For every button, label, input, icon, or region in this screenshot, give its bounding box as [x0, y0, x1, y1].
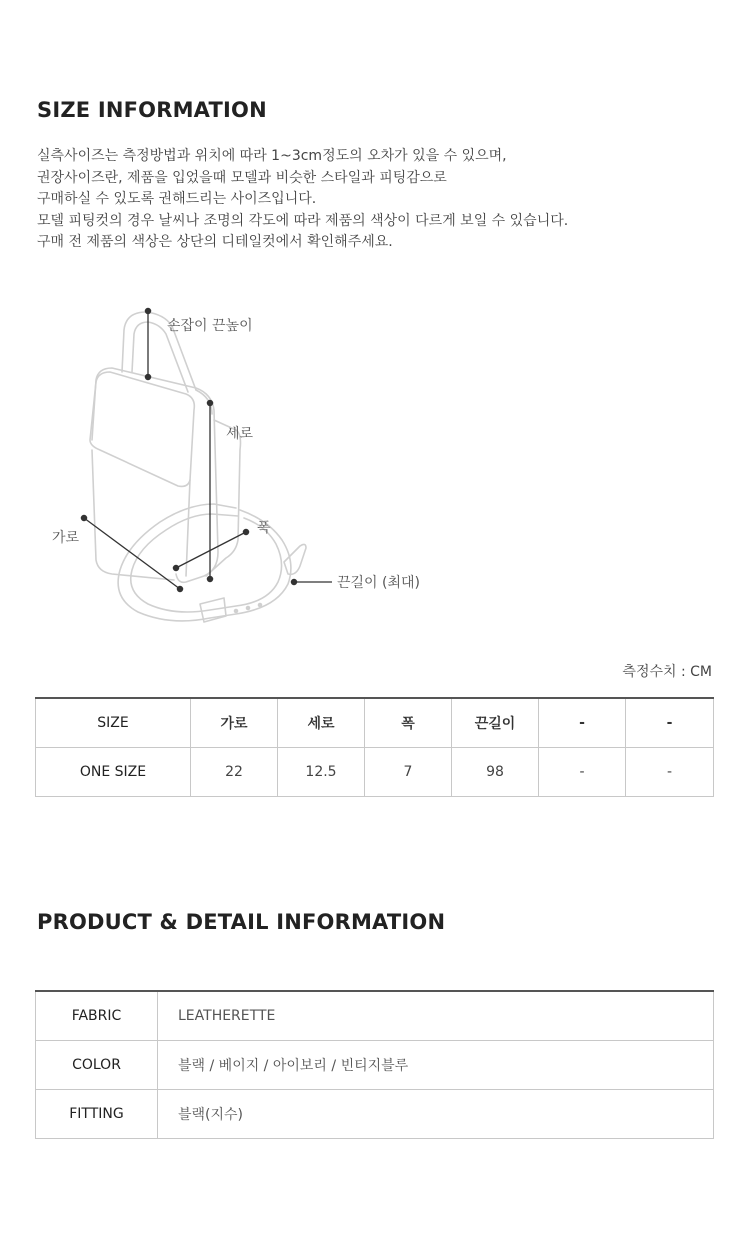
fabric-value: LEATHERETTE [158, 991, 714, 1041]
table-row [36, 1090, 714, 1139]
bag-measurement-diagram [0, 290, 750, 650]
width-label: 가로 [52, 530, 80, 546]
product-detail-table [35, 990, 714, 1139]
table-row [36, 748, 714, 797]
measurement-lines [81, 308, 332, 591]
strap-length-column-header: 끈길이 [452, 698, 539, 748]
table-row [36, 991, 714, 1041]
notice-line: 구매하실 수 있도록 권해드리는 사이즈입니다. [37, 191, 317, 207]
fitting-label: FITTING [36, 1090, 158, 1139]
size-notice-text [37, 146, 727, 254]
color-label: COLOR [36, 1041, 158, 1090]
depth-column-header: 폭 [365, 698, 452, 748]
strap-length-cell: 98 [452, 748, 539, 797]
height-label: 세로 [226, 426, 254, 442]
product-detail-heading: PRODUCT & DETAIL INFORMATION [37, 910, 446, 934]
size-table [35, 697, 714, 797]
handle-height-label: 손잡이 끈높이 [167, 318, 253, 334]
fabric-label: FABRIC [36, 991, 158, 1041]
strap-length-label: 끈길이 (최대) [337, 575, 420, 591]
empty-column-header: - [626, 698, 714, 748]
width-column-header: 가로 [191, 698, 278, 748]
width-cell: 22 [191, 748, 278, 797]
depth-cell: 7 [365, 748, 452, 797]
size-cell: ONE SIZE [36, 748, 191, 797]
depth-label: 폭 [257, 520, 271, 536]
notice-line: 모델 피팅컷의 경우 날씨나 조명의 각도에 따라 제품의 색상이 다르게 보일 수 있습니다. [37, 212, 569, 229]
size-information-heading: SIZE INFORMATION [37, 98, 267, 122]
notice-line: 권장사이즈란, 제품을 입었을때 모델과 비슷한 스타일과 피팅감으로 [37, 169, 447, 186]
empty-column-header: - [539, 698, 626, 748]
empty-cell: - [539, 748, 626, 797]
table-row [36, 1041, 714, 1090]
color-value: 블랙 / 베이지 / 아이보리 / 빈티지블루 [158, 1041, 714, 1090]
size-column-header: SIZE [36, 698, 191, 748]
empty-cell: - [626, 748, 714, 797]
height-column-header: 세로 [278, 698, 365, 748]
bag-outline [90, 312, 306, 622]
notice-line: 실측사이즈는 측정방법과 위치에 따라 1~3cm정도의 오차가 있을 수 있으며, [37, 148, 507, 164]
notice-line: 구매 전 제품의 색상은 상단의 디테일컷에서 확인해주세요. [37, 234, 393, 250]
table-header-row [36, 698, 714, 748]
height-cell: 12.5 [278, 748, 365, 797]
fitting-value: 블랙(지수) [158, 1090, 714, 1139]
bag-illustration [0, 290, 750, 650]
unit-note: 측정수치 : CM [622, 664, 712, 680]
